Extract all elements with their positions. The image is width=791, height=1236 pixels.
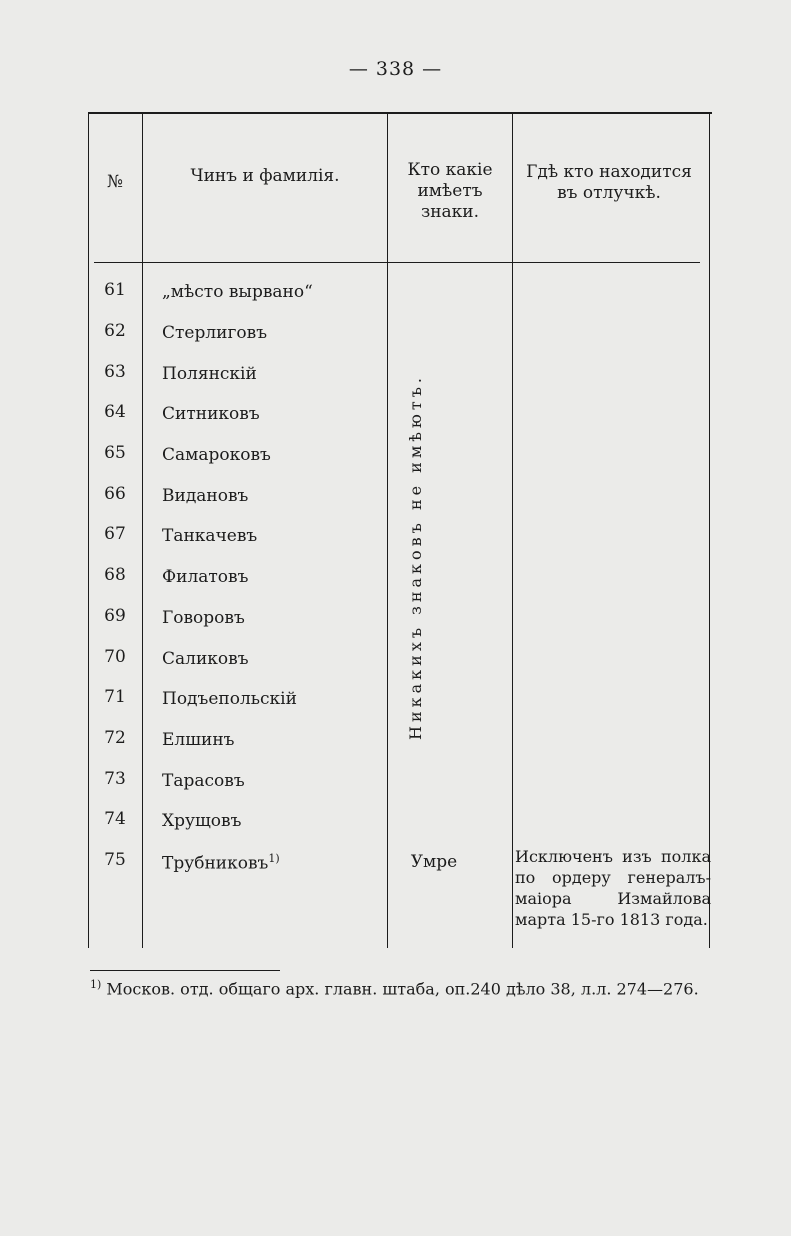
- row-number: 65: [104, 443, 126, 463]
- row-name: Тарасовъ: [162, 771, 245, 791]
- row-number: 72: [104, 728, 126, 748]
- row-name: „мѣсто вырвано“: [162, 282, 313, 302]
- row-number: 70: [104, 647, 126, 667]
- row-number: 66: [104, 484, 126, 504]
- row-name: Елшинъ: [162, 730, 235, 750]
- header-location: Гдѣ кто находится въ отлучкѣ.: [526, 162, 692, 203]
- table-top-border: [88, 112, 712, 114]
- row-name: Подъепольскій: [162, 689, 297, 709]
- row-number: 62: [104, 321, 126, 341]
- column-divider-1: [142, 114, 143, 948]
- column-divider-2: [387, 114, 388, 948]
- row-number: 71: [104, 687, 126, 707]
- row-number: 68: [104, 565, 126, 585]
- header-name: Чинъ и фамилія.: [190, 166, 340, 186]
- vertical-note: Никакихъ знаковъ не имѣютъ.: [406, 374, 425, 740]
- table-right-border: [709, 114, 710, 948]
- row-name: Хрущовъ: [162, 811, 242, 831]
- header-separator: [94, 262, 700, 263]
- row-75-badges: Умре: [410, 852, 458, 872]
- page-number: — 338 —: [348, 58, 443, 80]
- row-name: Филатовъ: [162, 567, 249, 587]
- row-name: Танкачевъ: [162, 526, 258, 546]
- column-divider-3: [512, 114, 513, 948]
- row-number: 75: [104, 850, 126, 870]
- row-number: 67: [104, 524, 126, 544]
- row-number: 64: [104, 402, 126, 422]
- footnote-marker: 1): [90, 978, 102, 991]
- row-number: 69: [104, 606, 126, 626]
- row-name: Стерлиговъ: [162, 323, 268, 343]
- footnote-marker: 1): [268, 852, 280, 865]
- row-name: Ситниковъ: [162, 404, 260, 424]
- header-number: №: [106, 172, 124, 192]
- row-name: [162, 852, 280, 874]
- header-badges: Кто какіе имѣетъ знаки.: [407, 160, 493, 222]
- row-number: 63: [104, 362, 126, 382]
- row-name: Видановъ: [162, 486, 249, 506]
- footnote: [90, 974, 720, 1000]
- row-75-location: Исключенъ изъ полка по ордеру генералъ-маіора Измайлова марта 15-го 1813 года.: [515, 847, 711, 929]
- row-name-text: Трубниковъ: [162, 853, 269, 874]
- row-name: Говоровъ: [162, 608, 245, 628]
- register-table: [88, 112, 712, 948]
- row-name: Самароковъ: [162, 445, 271, 465]
- row-number: 73: [104, 769, 126, 789]
- row-number: 74: [104, 809, 126, 829]
- row-number: 61: [104, 280, 126, 300]
- footnote-text: Москов. отд. общаго арх. главн. штаба, оп.240 дѣло 38, л.л. 274—276.: [106, 979, 699, 999]
- row-name: Саликовъ: [162, 649, 249, 669]
- footnote-rule: [90, 970, 280, 971]
- row-name: Полянскій: [162, 364, 257, 384]
